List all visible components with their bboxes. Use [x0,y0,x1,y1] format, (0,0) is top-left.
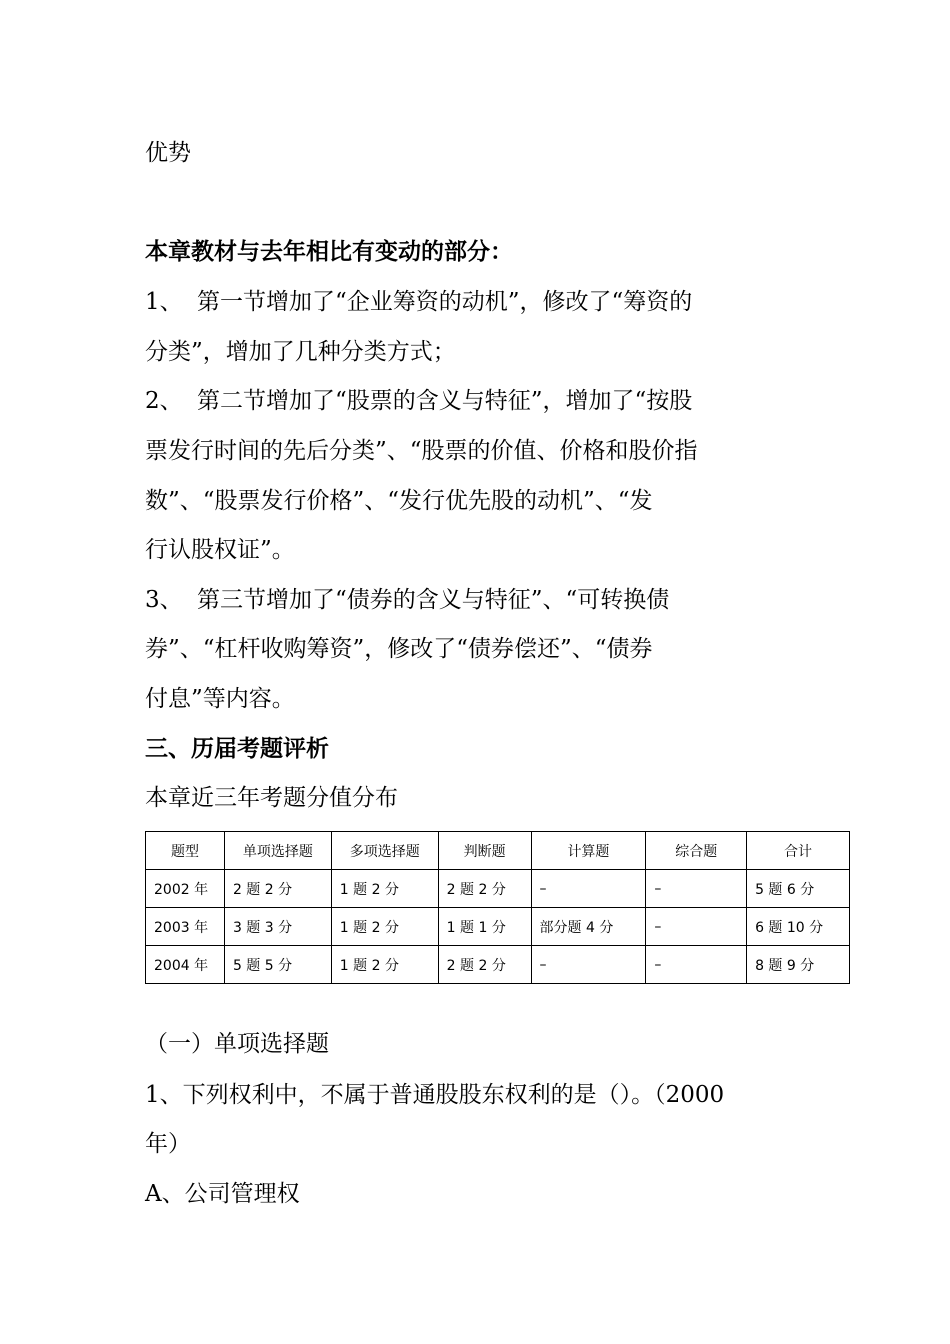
change-item-3-line-1 [145,585,805,615]
option-a: A、公司管理权 [145,1181,300,1207]
table-cell: 2002 年 [146,870,225,908]
changes-heading: 本章教材与去年相比有变动的部分： [145,239,513,265]
question-1-line-1: 1、下列权利中，不属于普通股股东权利的是（）。（2000 [145,1082,725,1108]
table-row [146,908,850,946]
table-cell: – [646,870,747,908]
table-cell: 2004 年 [146,946,225,984]
table-header-cell: 综合题 [646,832,747,870]
change-item-2-line-2: 票发行时间的先后分类”、“股票的价值、价格和股价指 [145,438,698,464]
top-fragment: 优势 [145,140,191,166]
table-cell: 6 题 10 分 [747,908,850,946]
table-cell: 1 题 1 分 [438,908,531,946]
section-3-heading: 三、历届考题评析 [145,736,329,762]
table-cell: 部分题 4 分 [531,908,646,946]
subsection-heading: （一）单项选择题 [145,1031,329,1057]
table-cell: 5 题 6 分 [747,870,850,908]
table-cell: 8 题 9 分 [747,946,850,984]
change-item-3-line-3: 付息”等内容。 [145,686,295,712]
change-item-3-number: 3、 [145,587,183,613]
table-caption: 本章近三年考题分值分布 [145,785,398,811]
table-header-cell: 单项选择题 [224,832,331,870]
table-cell: 1 题 2 分 [331,908,438,946]
change-item-2-number: 2、 [145,388,183,414]
table-header-cell: 题型 [146,832,225,870]
table-header-cell: 多项选择题 [331,832,438,870]
table-cell: 2 题 2 分 [224,870,331,908]
change-item-2-text: 第二节增加了“股票的含义与特征”，增加了“按股 [197,388,693,414]
table-cell: 2 题 2 分 [438,870,531,908]
table-cell: – [531,946,646,984]
table-cell: 1 题 2 分 [331,946,438,984]
table-cell: – [531,870,646,908]
table-row [146,870,850,908]
change-item-1-line-2: 分类”，增加了几种分类方式； [145,339,456,365]
table-row [146,946,850,984]
question-1-line-2: 年） [145,1131,191,1157]
change-item-3-text: 第三节增加了“债券的含义与特征”、“可转换债 [197,587,670,613]
change-item-2-line-1 [145,386,805,416]
table-header-row [146,832,850,870]
table-cell: 1 题 2 分 [331,870,438,908]
change-item-1-text: 第一节增加了“企业筹资的动机”，修改了“筹资的 [197,289,693,315]
table-header-cell: 合计 [747,832,850,870]
change-item-1-number: 1、 [145,289,183,315]
change-item-1-line-1 [145,287,805,317]
table-header-cell: 计算题 [531,832,646,870]
change-item-2-line-3: 数”、“股票发行价格”、“发行优先股的动机”、“发 [145,488,653,514]
table-cell: 3 题 3 分 [224,908,331,946]
table-cell: 2 题 2 分 [438,946,531,984]
change-item-3-line-2: 券”、“杠杆收购筹资”，修改了“债券偿还”、“债券 [145,636,653,662]
table-header-cell: 判断题 [438,832,531,870]
table-cell: 5 题 5 分 [224,946,331,984]
score-distribution-table [145,831,850,984]
table-cell: – [646,946,747,984]
table-cell: 2003 年 [146,908,225,946]
table-cell: – [646,908,747,946]
change-item-2-line-4: 行认股权证”。 [145,537,295,563]
